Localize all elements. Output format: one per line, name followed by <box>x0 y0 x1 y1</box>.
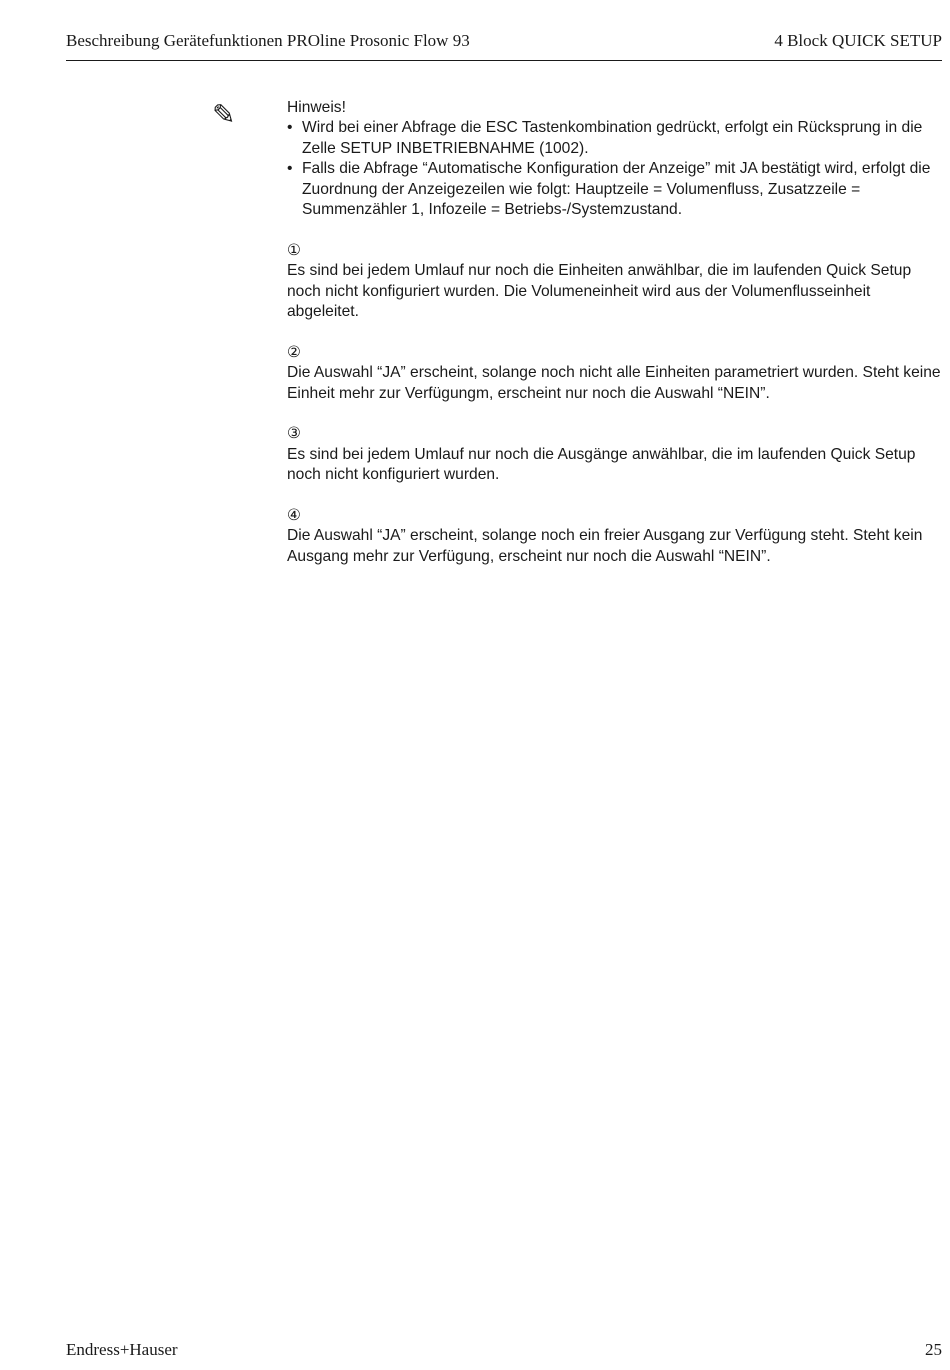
brand-logo-text: Endress+Hauser <box>66 1340 178 1359</box>
bullet-icon: • <box>287 119 293 137</box>
footnote-2 <box>287 343 943 404</box>
footnote-marker: ④ <box>287 507 301 525</box>
bullet-icon: • <box>287 160 293 178</box>
footnote-marker: ③ <box>287 425 301 443</box>
pencil-icon: ✎ <box>212 98 236 131</box>
footnote-3 <box>287 424 943 485</box>
main-content <box>287 98 943 567</box>
footnote-text: Die Auswahl “JA” erscheint, solange noch ein freier Ausgang zur Verfügung steht. Steht kein Ausgang mehr zur Verfügung, erscheint nur noch die Auswahl “NEIN”. <box>287 527 923 565</box>
footnote-text: Es sind bei jedem Umlauf nur noch die Einheiten anwählbar, die im laufenden Quick Setup noch nicht konfiguriert wurden. Die Volumeneinheit wird aus der Volumenflusseinheit abgeleitet. <box>287 262 912 321</box>
footnote-marker: ② <box>287 343 301 361</box>
page-header <box>66 31 942 53</box>
note-heading: Hinweis! <box>287 99 346 116</box>
page-footer <box>66 1340 942 1362</box>
section-title: 4 Block QUICK SETUP <box>774 31 942 50</box>
footnote-4 <box>287 506 943 567</box>
document-title: Beschreibung Gerätefunktionen PROline Prosonic Flow 93 <box>66 31 470 50</box>
header-divider <box>66 60 942 61</box>
note-bullet-text: Wird bei einer Abfrage die ESC Tastenkombination gedrückt, erfolgt ein Rücksprung in die Zelle SETUP INBETRIEBNAHME (1002). <box>302 119 923 157</box>
note-bullet-list <box>287 118 943 220</box>
note-bullet-item <box>287 118 943 159</box>
footnote-text: Es sind bei jedem Umlauf nur noch die Ausgänge anwählbar, die im laufenden Quick Setup noch nicht konfiguriert wurden. <box>287 445 916 484</box>
note-block <box>287 98 943 220</box>
footnote-1 <box>287 241 943 323</box>
note-bullet-item <box>287 159 943 220</box>
footnote-marker: ① <box>287 241 301 259</box>
page-number: 25 <box>925 1340 942 1359</box>
footnote-text: Die Auswahl “JA” erscheint, solange noch nicht alle Einheiten parametriert wurden. Steht keine Einheit mehr zur Verfügungm, erscheint nur noch die Auswahl “NEIN”. <box>287 364 941 402</box>
note-bullet-text: Falls die Abfrage “Automatische Konfiguration der Anzeige” mit JA bestätigt wird, erfolgt die Zuordnung der Anzeigezeilen wie folgt: Hauptzeile = Volumenfluss, Zusatzzeile = Summenzähler 1, Infozeile = Betriebs-/Systemzustand. <box>302 160 931 219</box>
